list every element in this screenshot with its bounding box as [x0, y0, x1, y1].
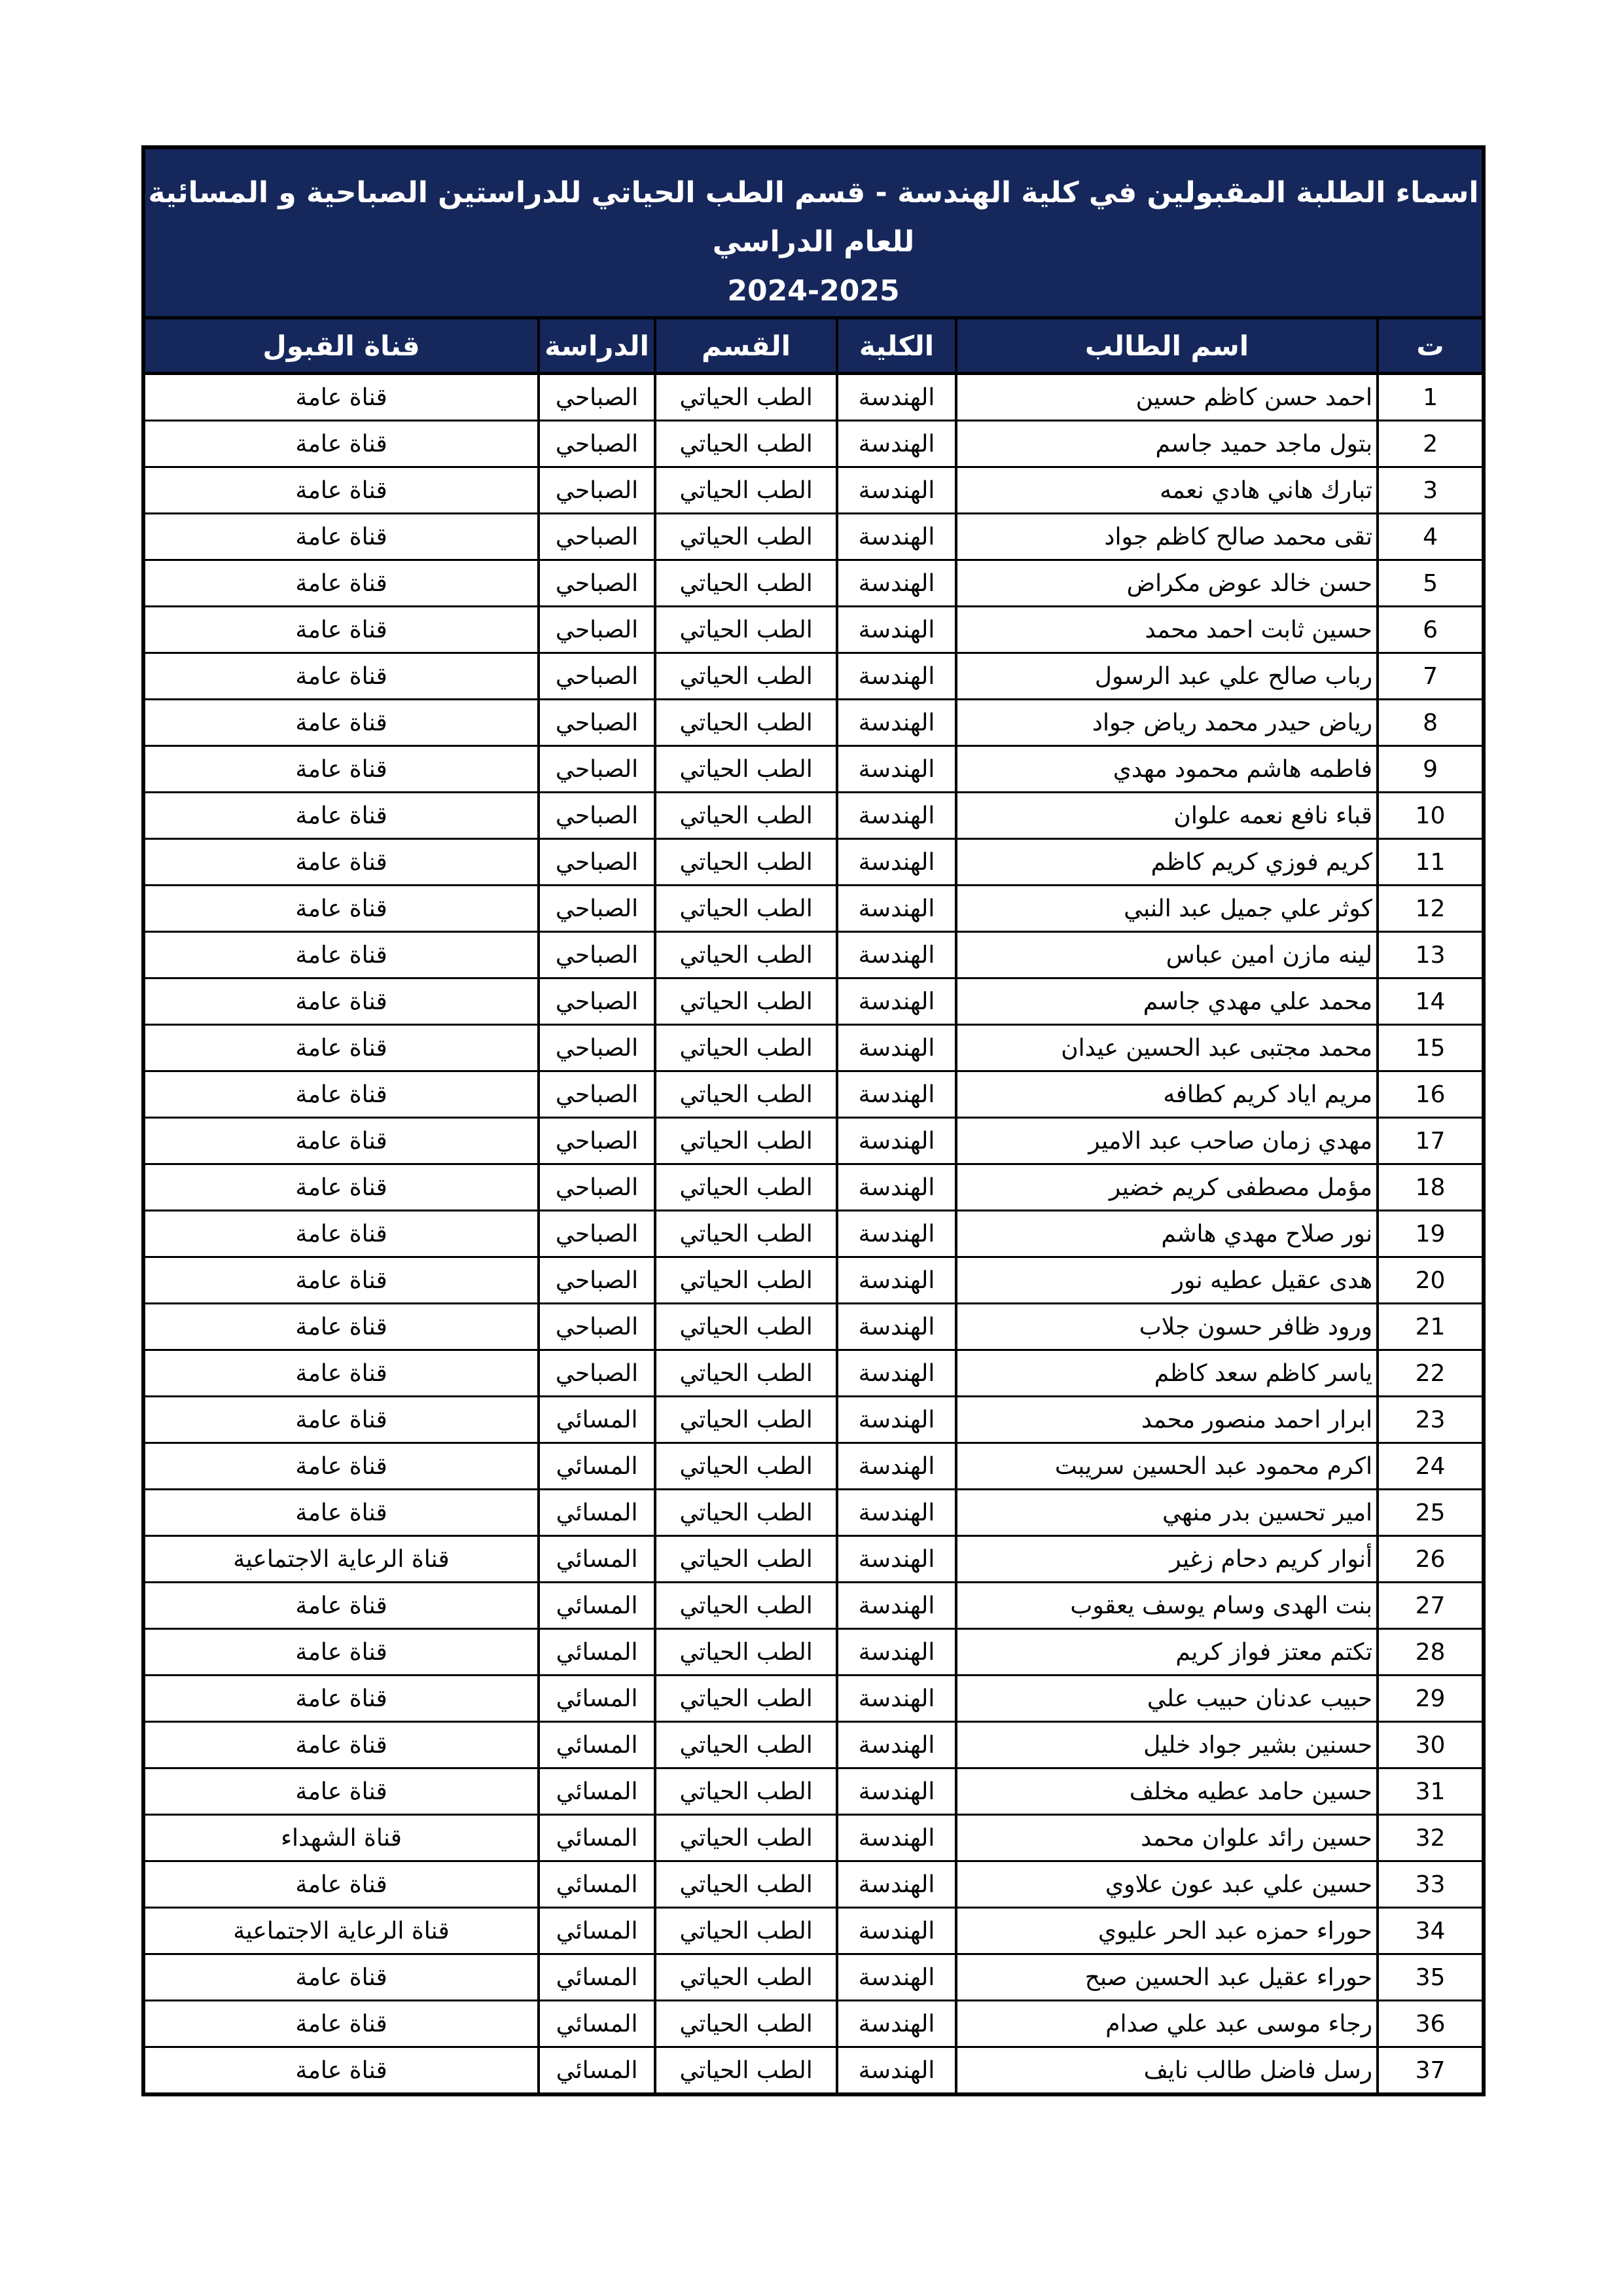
- study-cell: الصباحي: [539, 978, 655, 1025]
- table-row: [143, 1071, 1484, 1118]
- study-cell: المسائي: [539, 1908, 655, 1954]
- department-cell: الطب الحياتي: [655, 2047, 837, 2095]
- student-name-cell: بنت الهدى وسام يوسف يعقوب: [956, 1583, 1378, 1629]
- study-cell: الصباحي: [539, 839, 655, 886]
- college-cell: الهندسة: [837, 2047, 956, 2095]
- admission-channel-cell: قناة عامة: [143, 886, 539, 932]
- college-cell: الهندسة: [837, 1304, 956, 1350]
- admission-channel-cell: قناة عامة: [143, 1629, 539, 1676]
- student-name-cell: نور صلاح مهدي هاشم: [956, 1211, 1378, 1257]
- department-cell: الطب الحياتي: [655, 746, 837, 793]
- college-cell: الهندسة: [837, 1954, 956, 2001]
- table-row: [143, 467, 1484, 514]
- table-row: [143, 793, 1484, 839]
- student-name-cell: ياسر كاظم سعد كاظم: [956, 1350, 1378, 1397]
- study-cell: الصباحي: [539, 653, 655, 700]
- admission-channel-cell: قناة عامة: [143, 932, 539, 978]
- college-cell: الهندسة: [837, 1908, 956, 1954]
- student-name-cell: ورود ظافر حسون جلاب: [956, 1304, 1378, 1350]
- college-cell: الهندسة: [837, 1397, 956, 1443]
- study-cell: الصباحي: [539, 886, 655, 932]
- study-cell: المسائي: [539, 2001, 655, 2047]
- table-row: [143, 1443, 1484, 1490]
- college-cell: الهندسة: [837, 839, 956, 886]
- column-header-index: ت: [1378, 318, 1484, 374]
- admission-channel-cell: قناة عامة: [143, 1118, 539, 1164]
- college-cell: الهندسة: [837, 1768, 956, 1815]
- college-cell: الهندسة: [837, 1861, 956, 1908]
- row-index-cell: 29: [1378, 1676, 1484, 1722]
- table-row: [143, 1118, 1484, 1164]
- admission-channel-cell: قناة عامة: [143, 1861, 539, 1908]
- department-cell: الطب الحياتي: [655, 1164, 837, 1211]
- admission-channel-cell: قناة عامة: [143, 1954, 539, 2001]
- row-index-cell: 17: [1378, 1118, 1484, 1164]
- study-cell: المسائي: [539, 1536, 655, 1583]
- department-cell: الطب الحياتي: [655, 1304, 837, 1350]
- admission-channel-cell: قناة عامة: [143, 793, 539, 839]
- study-cell: المسائي: [539, 1954, 655, 2001]
- row-index-cell: 8: [1378, 700, 1484, 746]
- student-name-cell: بتول ماجد حميد جاسم: [956, 421, 1378, 467]
- row-index-cell: 37: [1378, 2047, 1484, 2095]
- table-row: [143, 1676, 1484, 1722]
- student-name-cell: حوراء عقيل عبد الحسين صبح: [956, 1954, 1378, 2001]
- study-cell: الصباحي: [539, 1211, 655, 1257]
- department-cell: الطب الحياتي: [655, 1722, 837, 1768]
- student-name-cell: رباب صالح علي عبد الرسول: [956, 653, 1378, 700]
- study-cell: الصباحي: [539, 746, 655, 793]
- admission-channel-cell: قناة عامة: [143, 514, 539, 560]
- department-cell: الطب الحياتي: [655, 653, 837, 700]
- row-index-cell: 36: [1378, 2001, 1484, 2047]
- row-index-cell: 16: [1378, 1071, 1484, 1118]
- admission-channel-cell: قناة عامة: [143, 2047, 539, 2095]
- table-row: [143, 514, 1484, 560]
- study-cell: المسائي: [539, 1815, 655, 1861]
- table-body: [143, 374, 1484, 2095]
- row-index-cell: 12: [1378, 886, 1484, 932]
- row-index-cell: 9: [1378, 746, 1484, 793]
- admission-channel-cell: قناة عامة: [143, 978, 539, 1025]
- study-cell: الصباحي: [539, 560, 655, 607]
- admission-channel-cell: قناة عامة: [143, 1025, 539, 1071]
- row-index-cell: 34: [1378, 1908, 1484, 1954]
- admission-channel-cell: قناة عامة: [143, 700, 539, 746]
- college-cell: الهندسة: [837, 607, 956, 653]
- table-row: [143, 2001, 1484, 2047]
- study-cell: المسائي: [539, 1676, 655, 1722]
- student-name-cell: تبارك هاني هادي نعمه: [956, 467, 1378, 514]
- student-name-cell: تقى محمد صالح كاظم جواد: [956, 514, 1378, 560]
- student-name-cell: محمد مجتبى عبد الحسين عيدان: [956, 1025, 1378, 1071]
- college-cell: الهندسة: [837, 1025, 956, 1071]
- college-cell: الهندسة: [837, 978, 956, 1025]
- admission-channel-cell: قناة عامة: [143, 1722, 539, 1768]
- admission-channel-cell: قناة عامة: [143, 1304, 539, 1350]
- admission-channel-cell: قناة عامة: [143, 839, 539, 886]
- college-cell: الهندسة: [837, 1815, 956, 1861]
- table-row: [143, 700, 1484, 746]
- row-index-cell: 31: [1378, 1768, 1484, 1815]
- table-row: [143, 1954, 1484, 2001]
- college-cell: الهندسة: [837, 1536, 956, 1583]
- department-cell: الطب الحياتي: [655, 1861, 837, 1908]
- table-row: [143, 1304, 1484, 1350]
- admission-channel-cell: قناة الشهداء: [143, 1815, 539, 1861]
- admission-channel-cell: قناة عامة: [143, 1583, 539, 1629]
- table-row: [143, 1908, 1484, 1954]
- admission-channel-cell: قناة عامة: [143, 1164, 539, 1211]
- college-cell: الهندسة: [837, 514, 956, 560]
- row-index-cell: 20: [1378, 1257, 1484, 1304]
- department-cell: الطب الحياتي: [655, 1397, 837, 1443]
- table-row: [143, 932, 1484, 978]
- study-cell: الصباحي: [539, 793, 655, 839]
- college-cell: الهندسة: [837, 653, 956, 700]
- department-cell: الطب الحياتي: [655, 1908, 837, 1954]
- admission-channel-cell: قناة عامة: [143, 1490, 539, 1536]
- row-index-cell: 13: [1378, 932, 1484, 978]
- department-cell: الطب الحياتي: [655, 1490, 837, 1536]
- student-name-cell: حسين رائد علوان محمد: [956, 1815, 1378, 1861]
- department-cell: الطب الحياتي: [655, 1768, 837, 1815]
- table-row: [143, 1629, 1484, 1676]
- row-index-cell: 26: [1378, 1536, 1484, 1583]
- admission-channel-cell: قناة الرعاية الاجتماعية: [143, 1536, 539, 1583]
- student-name-cell: ابرار احمد منصور محمد: [956, 1397, 1378, 1443]
- row-index-cell: 21: [1378, 1304, 1484, 1350]
- column-header-college: الكلية: [837, 318, 956, 374]
- department-cell: الطب الحياتي: [655, 607, 837, 653]
- row-index-cell: 27: [1378, 1583, 1484, 1629]
- admission-channel-cell: قناة عامة: [143, 1071, 539, 1118]
- column-header-study: الدراسة: [539, 318, 655, 374]
- department-cell: الطب الحياتي: [655, 1629, 837, 1676]
- college-cell: الهندسة: [837, 1676, 956, 1722]
- study-cell: الصباحي: [539, 514, 655, 560]
- admission-channel-cell: قناة عامة: [143, 1676, 539, 1722]
- department-cell: الطب الحياتي: [655, 1954, 837, 2001]
- admission-channel-cell: قناة عامة: [143, 653, 539, 700]
- student-name-cell: مؤمل مصطفى كريم خضير: [956, 1164, 1378, 1211]
- student-name-cell: رياض حيدر محمد رياض جواد: [956, 700, 1378, 746]
- student-name-cell: اكرم محمود عبد الحسين سريبت: [956, 1443, 1378, 1490]
- table-row: [143, 1350, 1484, 1397]
- table-row: [143, 746, 1484, 793]
- study-cell: الصباحي: [539, 374, 655, 421]
- study-cell: المسائي: [539, 1583, 655, 1629]
- study-cell: الصباحي: [539, 1350, 655, 1397]
- row-index-cell: 22: [1378, 1350, 1484, 1397]
- row-index-cell: 5: [1378, 560, 1484, 607]
- admission-channel-cell: قناة عامة: [143, 560, 539, 607]
- table-row: [143, 1815, 1484, 1861]
- table-row: [143, 1536, 1484, 1583]
- department-cell: الطب الحياتي: [655, 1025, 837, 1071]
- admission-channel-cell: قناة عامة: [143, 2001, 539, 2047]
- students-table: [141, 145, 1486, 2096]
- admission-channel-cell: قناة عامة: [143, 1350, 539, 1397]
- department-cell: الطب الحياتي: [655, 886, 837, 932]
- study-cell: الصباحي: [539, 932, 655, 978]
- college-cell: الهندسة: [837, 560, 956, 607]
- student-name-cell: قباء نافع نعمه علوان: [956, 793, 1378, 839]
- row-index-cell: 3: [1378, 467, 1484, 514]
- study-cell: المسائي: [539, 1490, 655, 1536]
- department-cell: الطب الحياتي: [655, 1118, 837, 1164]
- student-name-cell: فاطمه هاشم محمود مهدي: [956, 746, 1378, 793]
- department-cell: الطب الحياتي: [655, 2001, 837, 2047]
- table-row: [143, 1583, 1484, 1629]
- student-name-cell: هدى عقيل عطيه نور: [956, 1257, 1378, 1304]
- study-cell: الصباحي: [539, 467, 655, 514]
- admission-channel-cell: قناة عامة: [143, 1443, 539, 1490]
- college-cell: الهندسة: [837, 1350, 956, 1397]
- document-title: [143, 147, 1484, 318]
- study-cell: المسائي: [539, 1629, 655, 1676]
- table-row: [143, 607, 1484, 653]
- department-cell: الطب الحياتي: [655, 1676, 837, 1722]
- student-name-cell: أنوار كريم دحام زغير: [956, 1536, 1378, 1583]
- college-cell: الهندسة: [837, 467, 956, 514]
- department-cell: الطب الحياتي: [655, 932, 837, 978]
- row-index-cell: 6: [1378, 607, 1484, 653]
- study-cell: الصباحي: [539, 607, 655, 653]
- study-cell: الصباحي: [539, 421, 655, 467]
- row-index-cell: 10: [1378, 793, 1484, 839]
- column-header-channel: قناة القبول: [143, 318, 539, 374]
- college-cell: الهندسة: [837, 1211, 956, 1257]
- college-cell: الهندسة: [837, 2001, 956, 2047]
- college-cell: الهندسة: [837, 1722, 956, 1768]
- row-index-cell: 2: [1378, 421, 1484, 467]
- table-row: [143, 1164, 1484, 1211]
- college-cell: الهندسة: [837, 1490, 956, 1536]
- study-cell: المسائي: [539, 1443, 655, 1490]
- row-index-cell: 23: [1378, 1397, 1484, 1443]
- table-row: [143, 839, 1484, 886]
- study-cell: الصباحي: [539, 1118, 655, 1164]
- row-index-cell: 11: [1378, 839, 1484, 886]
- admission-channel-cell: قناة الرعاية الاجتماعية: [143, 1908, 539, 1954]
- department-cell: الطب الحياتي: [655, 1071, 837, 1118]
- student-name-cell: مريم اياد كريم كطافه: [956, 1071, 1378, 1118]
- row-index-cell: 4: [1378, 514, 1484, 560]
- study-cell: المسائي: [539, 1722, 655, 1768]
- admission-channel-cell: قناة عامة: [143, 746, 539, 793]
- admission-channel-cell: قناة عامة: [143, 1397, 539, 1443]
- department-cell: الطب الحياتي: [655, 1583, 837, 1629]
- student-name-cell: احمد حسن كاظم حسين: [956, 374, 1378, 421]
- table-row: [143, 1490, 1484, 1536]
- department-cell: الطب الحياتي: [655, 839, 837, 886]
- college-cell: الهندسة: [837, 1071, 956, 1118]
- row-index-cell: 7: [1378, 653, 1484, 700]
- department-cell: الطب الحياتي: [655, 793, 837, 839]
- row-index-cell: 15: [1378, 1025, 1484, 1071]
- student-name-cell: حبيب عدنان حبيب علي: [956, 1676, 1378, 1722]
- admission-channel-cell: قناة عامة: [143, 467, 539, 514]
- table-row: [143, 374, 1484, 421]
- table-row: [143, 653, 1484, 700]
- department-cell: الطب الحياتي: [655, 700, 837, 746]
- student-name-cell: حسين علي عبد عون علاوي: [956, 1861, 1378, 1908]
- table-row: [143, 1211, 1484, 1257]
- table-row: [143, 421, 1484, 467]
- row-index-cell: 35: [1378, 1954, 1484, 2001]
- department-cell: الطب الحياتي: [655, 467, 837, 514]
- admission-channel-cell: قناة عامة: [143, 1211, 539, 1257]
- student-name-cell: حسن خالد عوض مكراض: [956, 560, 1378, 607]
- study-cell: الصباحي: [539, 1164, 655, 1211]
- college-cell: الهندسة: [837, 1118, 956, 1164]
- study-cell: المسائي: [539, 1861, 655, 1908]
- table-row: [143, 1722, 1484, 1768]
- student-name-cell: حسين حامد عطيه مخلف: [956, 1768, 1378, 1815]
- student-name-cell: محمد علي مهدي جاسم: [956, 978, 1378, 1025]
- study-cell: المسائي: [539, 2047, 655, 2095]
- document-title-line1: اسماء الطلبة المقبولين في كلية الهندسة - قسم الطب الحياتي للدراستين الصباحية و المسائية للعام الدراسي: [148, 176, 1479, 259]
- study-cell: الصباحي: [539, 1071, 655, 1118]
- department-cell: الطب الحياتي: [655, 560, 837, 607]
- row-index-cell: 14: [1378, 978, 1484, 1025]
- student-name-cell: كوثر علي جميل عبد النبي: [956, 886, 1378, 932]
- student-name-cell: حسين ثابت احمد محمد: [956, 607, 1378, 653]
- admission-channel-cell: قناة عامة: [143, 421, 539, 467]
- column-header-department: القسم: [655, 318, 837, 374]
- department-cell: الطب الحياتي: [655, 1350, 837, 1397]
- department-cell: الطب الحياتي: [655, 1211, 837, 1257]
- student-name-cell: تكتم معتز فواز كريم: [956, 1629, 1378, 1676]
- table-row: [143, 1397, 1484, 1443]
- title-row: [143, 147, 1484, 318]
- row-index-cell: 18: [1378, 1164, 1484, 1211]
- student-name-cell: مهدي زمان صاحب عبد الامير: [956, 1118, 1378, 1164]
- admission-channel-cell: قناة عامة: [143, 374, 539, 421]
- column-header-name: اسم الطالب: [956, 318, 1378, 374]
- department-cell: الطب الحياتي: [655, 421, 837, 467]
- student-name-cell: رجاء موسى عبد علي صدام: [956, 2001, 1378, 2047]
- row-index-cell: 24: [1378, 1443, 1484, 1490]
- college-cell: الهندسة: [837, 1164, 956, 1211]
- row-index-cell: 28: [1378, 1629, 1484, 1676]
- department-cell: الطب الحياتي: [655, 374, 837, 421]
- study-cell: الصباحي: [539, 700, 655, 746]
- college-cell: الهندسة: [837, 1583, 956, 1629]
- column-header-row: [143, 318, 1484, 374]
- department-cell: الطب الحياتي: [655, 1443, 837, 1490]
- department-cell: الطب الحياتي: [655, 514, 837, 560]
- admission-channel-cell: قناة عامة: [143, 1257, 539, 1304]
- study-cell: المسائي: [539, 1397, 655, 1443]
- college-cell: الهندسة: [837, 746, 956, 793]
- college-cell: الهندسة: [837, 886, 956, 932]
- college-cell: الهندسة: [837, 793, 956, 839]
- college-cell: الهندسة: [837, 421, 956, 467]
- table-row: [143, 1257, 1484, 1304]
- document-title-year: 2024-2025: [727, 274, 900, 308]
- admission-channel-cell: قناة عامة: [143, 607, 539, 653]
- student-name-cell: حوراء حمزه عبد الحر عليوي: [956, 1908, 1378, 1954]
- department-cell: الطب الحياتي: [655, 1257, 837, 1304]
- admission-channel-cell: قناة عامة: [143, 1768, 539, 1815]
- study-cell: الصباحي: [539, 1025, 655, 1071]
- table-row: [143, 978, 1484, 1025]
- row-index-cell: 33: [1378, 1861, 1484, 1908]
- college-cell: الهندسة: [837, 374, 956, 421]
- row-index-cell: 32: [1378, 1815, 1484, 1861]
- department-cell: الطب الحياتي: [655, 978, 837, 1025]
- student-name-cell: لينه مازن امين عباس: [956, 932, 1378, 978]
- table-row: [143, 1768, 1484, 1815]
- department-cell: الطب الحياتي: [655, 1815, 837, 1861]
- college-cell: الهندسة: [837, 1629, 956, 1676]
- row-index-cell: 19: [1378, 1211, 1484, 1257]
- student-name-cell: حسنين بشير جواد خليل: [956, 1722, 1378, 1768]
- study-cell: الصباحي: [539, 1257, 655, 1304]
- table-row: [143, 886, 1484, 932]
- college-cell: الهندسة: [837, 1257, 956, 1304]
- row-index-cell: 25: [1378, 1490, 1484, 1536]
- table-row: [143, 560, 1484, 607]
- student-name-cell: امير تحسين بدر منهي: [956, 1490, 1378, 1536]
- department-cell: الطب الحياتي: [655, 1536, 837, 1583]
- student-name-cell: رسل فاضل طالب نايف: [956, 2047, 1378, 2095]
- student-name-cell: كريم فوزي كريم كاظم: [956, 839, 1378, 886]
- college-cell: الهندسة: [837, 1443, 956, 1490]
- table-row: [143, 2047, 1484, 2095]
- row-index-cell: 1: [1378, 374, 1484, 421]
- study-cell: المسائي: [539, 1768, 655, 1815]
- college-cell: الهندسة: [837, 700, 956, 746]
- row-index-cell: 30: [1378, 1722, 1484, 1768]
- college-cell: الهندسة: [837, 932, 956, 978]
- table-row: [143, 1861, 1484, 1908]
- table-row: [143, 1025, 1484, 1071]
- study-cell: الصباحي: [539, 1304, 655, 1350]
